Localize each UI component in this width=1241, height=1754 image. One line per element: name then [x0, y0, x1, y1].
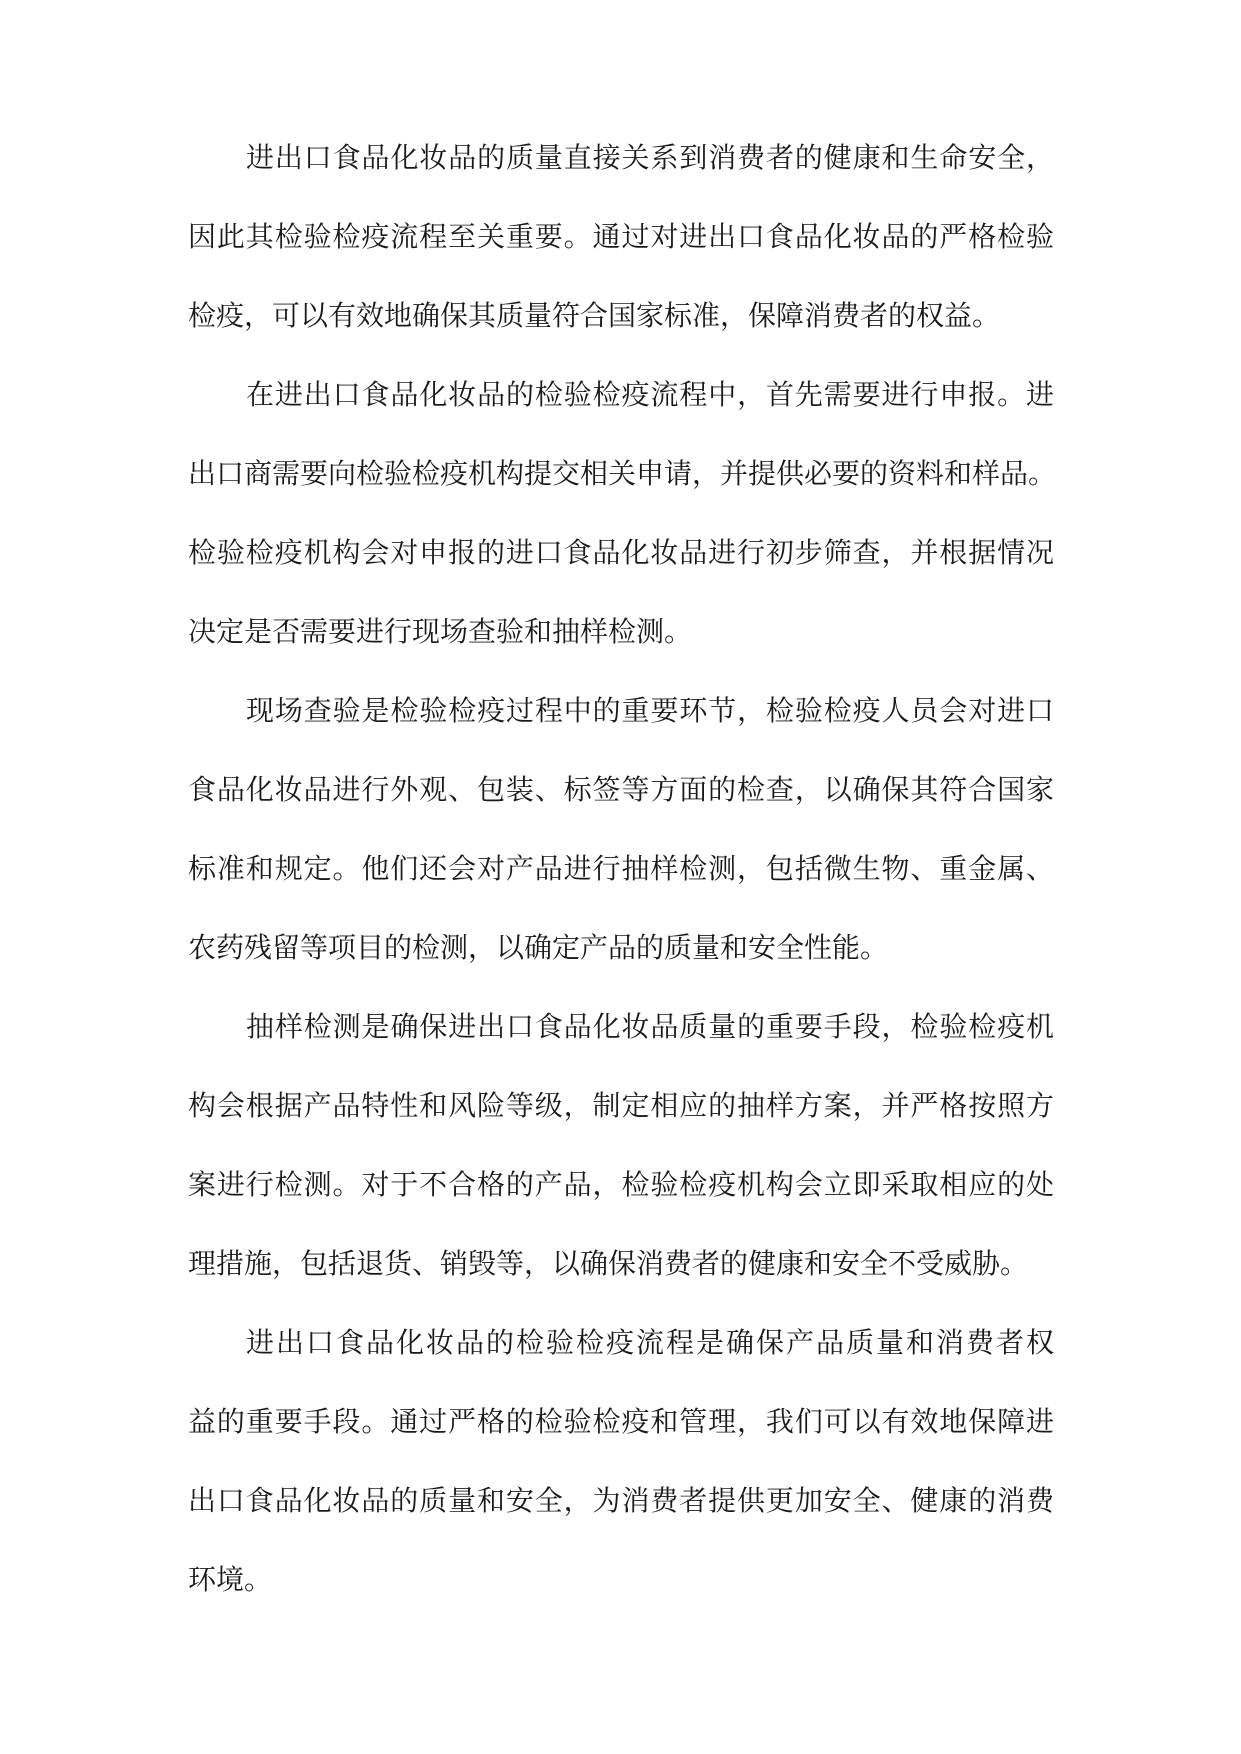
paragraph-line: 出口商需要向检验检疫机构提交相关申请，并提供必要的资料和样品。: [188, 457, 1057, 490]
paragraph-line: 现场查验是检验检疫过程中的重要环节，检验检疫人员会对进口: [246, 694, 1054, 727]
paragraph-line: 农药残留等项目的检测，以确定产品的质量和安全性能。: [188, 931, 889, 964]
paragraph-line: 理措施，包括退货、销毁等，以确保消费者的健康和安全不受威胁。: [188, 1247, 1029, 1280]
paragraph-line: 益的重要手段。通过严格的检验检疫和管理，我们可以有效地保障进: [188, 1405, 1054, 1438]
paragraph-line: 检验检疫机构会对申报的进口食品化妆品进行初步筛查，并根据情况: [188, 536, 1054, 569]
paragraph-line: 在进出口食品化妆品的检验检疫流程中，首先需要进行申报。进: [246, 378, 1054, 411]
document-body: [188, 141, 1057, 1645]
paragraph-line: 决定是否需要进行现场查验和抽样检测。: [188, 615, 693, 648]
paragraph-line: 标准和规定。他们还会对产品进行抽样检测，包括微生物、重金属、: [188, 852, 1054, 885]
paragraph-line: 检疫，可以有效地确保其质量符合国家标准，保障消费者的权益。: [188, 299, 1001, 332]
paragraph-line: 食品化妆品进行外观、包装、标签等方面的检查，以确保其符合国家: [188, 773, 1054, 806]
paragraph-5: [188, 1326, 1054, 1645]
paragraph-line: 环境。: [188, 1563, 273, 1596]
paragraph-line: 出口食品化妆品的质量和安全，为消费者提供更加安全、健康的消费: [188, 1484, 1054, 1517]
paragraph-line: 案进行检测。对于不合格的产品，检验检疫机构会立即采取相应的处: [188, 1168, 1054, 1201]
paragraph-2: [188, 378, 1057, 697]
paragraph-3: [188, 694, 1054, 1013]
paragraph-1: [188, 141, 1054, 381]
paragraph-line: 进出口食品化妆品的质量直接关系到消费者的健康和生命安全，: [246, 141, 1054, 174]
paragraph-line: 因此其检验检疫流程至关重要。通过对进出口食品化妆品的严格检验: [188, 220, 1054, 253]
paragraph-4: [188, 1010, 1054, 1329]
paragraph-line: 进出口食品化妆品的检验检疫流程是确保产品质量和消费者权: [246, 1326, 1054, 1359]
paragraph-line: 抽样检测是确保进出口食品化妆品质量的重要手段，检验检疫机: [246, 1010, 1054, 1043]
paragraph-line: 构会根据产品特性和风险等级，制定相应的抽样方案，并严格按照方: [188, 1089, 1054, 1122]
